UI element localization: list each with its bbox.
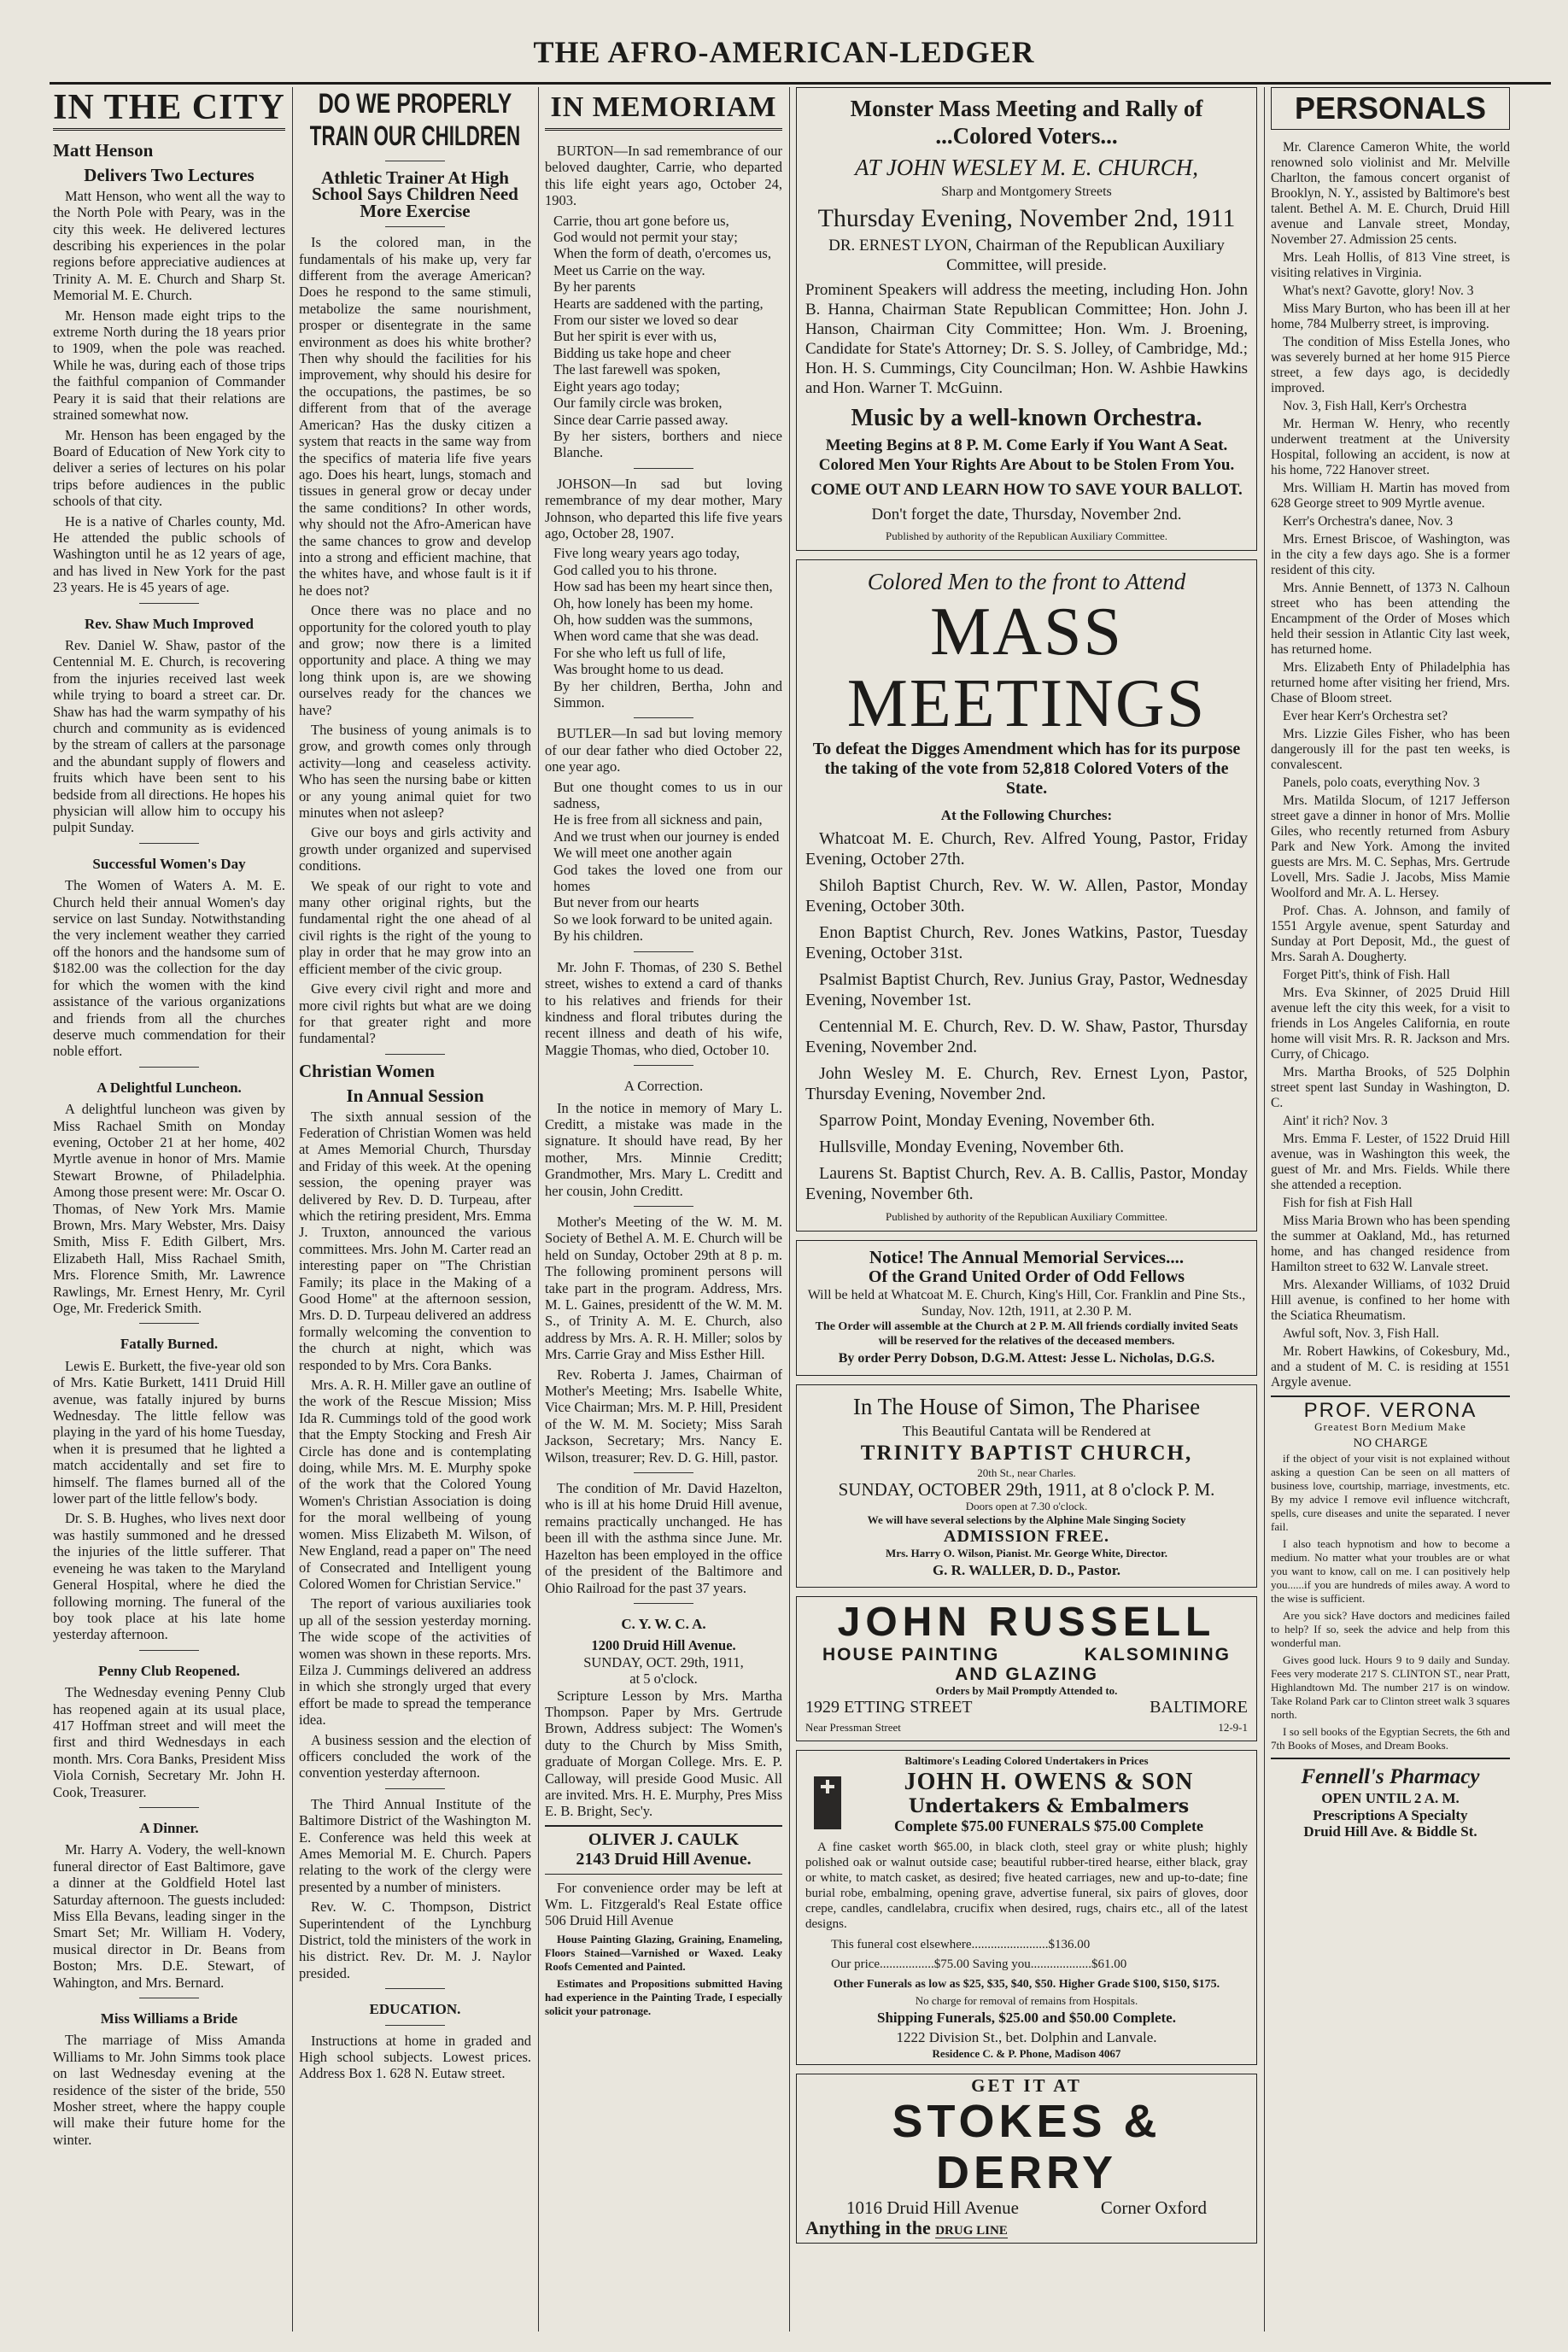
article-paragraph: A business session and the election of officers concluded the work of the convention yesterday afternoon. xyxy=(299,1731,531,1782)
article-title: Miss Williams a Bride xyxy=(100,2010,238,2027)
poem-line: Since dear Carrie passed away. xyxy=(553,411,728,428)
masthead: THE AFRO-AMERICAN-LEDGER xyxy=(533,35,1035,69)
personal-item: Mr. Herman W. Henry, who recently underwent treatment at the University Hospital, following an accident, is now at his home, 722 Hanover street. xyxy=(1271,417,1510,477)
separator xyxy=(139,1650,199,1651)
poem-line: Bidding us take hope and cheer xyxy=(553,344,731,361)
ad-shipping: Shipping Funerals, $25.00 and $50.00 Complete. xyxy=(877,2010,1176,2026)
poem-line: God would not permit your stay; xyxy=(553,229,738,246)
section-heading: IN THE CITY xyxy=(53,87,285,131)
personal-item: Nov. 3, Fish Hall, Kerr's Orchestra xyxy=(1283,399,1467,413)
personals-list xyxy=(1271,140,1510,1390)
column-personals xyxy=(1271,87,1510,2335)
personal-item: Mrs. Eva Skinner, of 2025 Druid Hill avenue left the city this week, for a visit to friends in Los Angeles California, en route home will visit Mrs. R. R. Jackson and Mrs. Curry, of Chicago. xyxy=(1271,986,1510,1062)
article-subtitle: Delivers Two Lectures xyxy=(84,165,255,186)
ad-trade: Undertakers & Embalmers xyxy=(908,1795,1190,1817)
owens-ad xyxy=(796,1750,1257,2065)
poem-line: But her spirit is ever with us, xyxy=(553,328,717,345)
personal-item: Mrs. Martha Brooks, of 525 Dolphin street spent last Sunday in Washington, D. C. xyxy=(1271,1065,1510,1110)
fennell-specialty: Prescriptions A Specialty xyxy=(1313,1806,1468,1823)
article-title: A Delightful Luncheon. xyxy=(97,1079,242,1096)
poem-line: But one thought comes to us in our sadness, xyxy=(553,778,782,812)
separator xyxy=(385,226,445,227)
ad-chair: DR. ERNEST LYON, Chairman of the Republican Auxiliary Committee, will preside. xyxy=(828,237,1225,274)
notice-admission: ADMISSION FREE. xyxy=(944,1527,1109,1546)
stokes-ad xyxy=(796,2074,1257,2244)
poem-line: So we look forward to be united again. xyxy=(553,910,773,927)
ad-paragraph: I also teach hypnotism and how to become a medium. No matter what your troubles are or what you want to know, call on me. I can positively help you......if you are hundreds of miles away. A word to the wise is sufficient. xyxy=(1271,1537,1510,1606)
poem-line: We will meet one another again xyxy=(553,845,732,862)
ad-paragraph: House Painting Glazing, Graining, Enameling, Floors Stained—Varnished or Waxed. Leaky Roofs Cemented and Painted. xyxy=(545,1932,782,1973)
church-item: Enon Baptist Church, Rev. Jones Watkins, Pastor, Tuesday Evening, October 31st. xyxy=(805,923,1248,962)
mass-meeting-ad xyxy=(796,87,1257,551)
ad-nocharge: No charge for removal of remains from Hospitals. xyxy=(915,1994,1138,2007)
notice-church: TRINITY BAPTIST CHURCH, xyxy=(860,1442,1193,1465)
ad-address: 1222 Division St., bet. Dolphin and Lanvale. xyxy=(896,2029,1157,2045)
poem-line: By his children. xyxy=(553,927,643,945)
poem-line: And we trust when our journey is ended xyxy=(553,828,780,845)
cantata-notice xyxy=(796,1384,1257,1588)
personal-item: Kerr's Orchestra's danee, Nov. 3 xyxy=(1283,514,1454,529)
ad-name: JOHN RUSSELL xyxy=(837,1600,1216,1645)
notice-subtitle: This Beautiful Cantata will be Rendered at xyxy=(902,1423,1151,1439)
article-paragraph: Lewis E. Burkett, the five-year old son of Mrs. Katie Burkett, 1411 Druid Hill avenue, was fatally injured by burns Wednesday. The little fellow was playing in the yard of his home Tuesday, when it is presumed that he lighted a match accidentally and set fire to himself. The flames burned all of the lower part of the little fellow's body. xyxy=(53,1357,285,1507)
notice-doors: Doors open at 7.30 o'clock. xyxy=(965,1500,1088,1512)
article-title: EDUCATION. xyxy=(369,2001,461,2018)
ad-church: AT JOHN WESLEY M. E. CHURCH, xyxy=(854,155,1198,180)
ad-paragraph: Are you sick? Have doctors and medicines failed to help? If so, seek the advice and help from this wonderful man. xyxy=(1271,1609,1510,1650)
ad-title: Monster Mass Meeting and Rally of xyxy=(850,96,1203,121)
article-paragraph: The Third Annual Institute of the Baltimore District of the Washington M. E. Conference was held this week at Ames Memorial M. E. Church. Papers relating to the work of the clergy were presented by a number of ministers. xyxy=(299,1795,531,1895)
ad-paragraph: if the object of your visit is not explained without asking a question Can be seen on all matters of business love, courtship, marriage, investments, etc. By my advice I remove evil influence witchcraft, spells, cure diseases and unite the separated. I never fail. xyxy=(1271,1452,1510,1534)
church-item: John Wesley M. E. Church, Rev. Ernest Lyon, Pastor, Thursday Evening, November 2nd. xyxy=(805,1064,1248,1103)
ad-price-elsewhere: This funeral cost elsewhere........................$136.00 xyxy=(831,1938,1091,1951)
ad-trade: HOUSE PAINTING xyxy=(822,1645,1000,1665)
ad-purpose: To defeat the Digges Amendment which has for its purpose the taking of the vote from 52,818 Colored Voters of the State. xyxy=(812,740,1241,798)
personal-item: The condition of Miss Estella Jones, who was severely burned at her home 915 Pierce street, a few days ago, is decidedly improved. xyxy=(1271,335,1510,395)
memorial-paragraph: BUTLER—In sad but loving memory of our dear father who died October 22, one year ago. xyxy=(545,725,782,775)
russell-ad xyxy=(796,1596,1257,1741)
personal-item: Ever hear Kerr's Orchestra set? xyxy=(1283,709,1448,723)
personal-item: Awful soft, Nov. 3, Fish Hall. xyxy=(1283,1326,1440,1341)
ad-subtitle: ...Colored Voters... xyxy=(935,123,1118,149)
odd-fellows-notice xyxy=(796,1240,1257,1376)
ad-speakers: Prominent Speakers will address the meeting, including Hon. John B. Hanna, Chairman State Republican Committee; Hon. John J. Hanson, Chairman City Committee; Hon. Wm. J. Broening, Candidate for State's Attorney; Dr. S. S. Jolley, of Cambridge, Md.; Hon. H. S. Cummings, City Councilman; Hon. W. Ashbie Hawkins and Hon. Warner T. McGuinn. xyxy=(805,281,1248,397)
ad-music: Music by a well-known Orchestra. xyxy=(851,405,1202,431)
personal-item: Miss Mary Burton, who has been ill at her home, 784 Mulberry street, is improving. xyxy=(1271,301,1510,331)
personal-item: Panels, polo coats, everything Nov. 3 xyxy=(1283,775,1480,790)
poem-line: The last farewell was spoken, xyxy=(553,361,721,378)
poem-line: God takes the loved one from our homes xyxy=(553,861,782,895)
poem-line: Oh, how sudden was the summons, xyxy=(553,611,753,628)
personal-item: Mrs. Annie Bennett, of 1373 N. Calhoun street who has been attending the Encampment of the Order of Moses which held their session in Atlantic City last week, has returned home. xyxy=(1271,581,1510,657)
notice-address: 20th St., near Charles. xyxy=(977,1466,1076,1479)
church-item: Hullsville, Monday Evening, November 6th. xyxy=(819,1138,1125,1156)
poem-line: Was brought home to us dead. xyxy=(553,661,724,678)
poem-line: For she who left us full of life, xyxy=(553,644,726,661)
notice-signature: By order Perry Dobson, D.G.M. Attest: Jesse L. Nicholas, D.G.S. xyxy=(838,1351,1215,1366)
poem-line: Oh, how lonely has been my home. xyxy=(553,594,753,611)
column-rule xyxy=(538,87,539,2332)
ywca-title: C. Y. W. C. A. xyxy=(621,1615,706,1632)
article-title: Matt Henson xyxy=(53,140,154,161)
ad-low: Other Funerals as low as $25, $35, $40, $50. Higher Grade $100, $150, $175. xyxy=(833,1978,1220,1991)
section-heading-line1: DO WE PROPERLY xyxy=(318,88,512,119)
ad-orders: Orders by Mail Promptly Attended to. xyxy=(935,1684,1118,1697)
personal-item: Forget Pitt's, think of Fish. Hall xyxy=(1283,968,1450,982)
ad-streets: Sharp and Montgomery Streets xyxy=(941,184,1112,199)
article-paragraph: Scripture Lesson by Mrs. Martha Thompson. Paper by Mrs. Gertrude Brown, Address subject: The Women's duty to the Church by Miss Smith, graduate of Morgan College. Mrs. E. P. Calloway, will preside Good Music. All are invited. Mrs. H. E. Murphy, Pres Miss E. B. Bright, Sec'y. xyxy=(545,1687,782,1820)
article-paragraph: We speak of our right to vote and many other original rights, but the fundamental right the one ahead of al civil rights is the right of the young to play in order that he may grow into an efficient member of the civic group. xyxy=(299,877,531,977)
article-paragraph: The Women of Waters A. M. E. Church held their annual Women's day service on last Sunday. Notwithstanding the very inclement weather they carried off the honors and the handsome sum of $182.00 was the collection for the day for which the women with the kind assistance of the various organizations and friends from all the churches deserve much commendation for their noble effort. xyxy=(53,877,285,1060)
notice-title: Notice! The Annual Memorial Services.... xyxy=(869,1247,1185,1267)
article-paragraph: Give our boys and girls activity and growth under organized and supervised conditions. xyxy=(299,824,531,875)
separator xyxy=(385,1788,445,1789)
ad-date: Thursday Evening, November 2nd, 1911 xyxy=(817,204,1236,232)
article-paragraph: Mrs. A. R. H. Miller gave an outline of the work of the Rescue Mission; Miss Ida R. Cummings told of the good work that the Empty Stocking and Fresh Air Circle has done and is contemplating doing, while Mrs. M. E. Murphy spoke of the work that the Colored Young Women's Christian Association is doing for the moral wellbeing of young women. Miss Elizabeth M. Wilson, of New England, read a paper on" The need of Consecrated and Intelligent young Colored Women for Christian Service." xyxy=(299,1377,531,1592)
caulk-address: 2143 Druid Hill Avenue. xyxy=(576,1850,752,1869)
notice-selections: We will have several selections by the Alphine Male Singing Society xyxy=(867,1513,1186,1526)
article-paragraph: He is a native of Charles county, Md. He attended the public schools of Washington until he as 12 years of age, and has lived in New York for the past 23 years. He is 45 years of age. xyxy=(53,512,285,596)
memorial-paragraph: JOHSON—In sad but loving remembrance of my dear mother, Mary Johnson, who departed this life five years ago, October 28, 1907. xyxy=(545,475,782,541)
article-paragraph: The Wednesday evening Penny Club has reopened again at its usual place, 417 Hoffman street and will meet the first and third Wednesdays in each month. Mrs. Cora Banks, President Miss Viola Cornish, Secretary Mr. John H. Cook, Treasurer. xyxy=(53,1684,285,1800)
article-paragraph: Rev. W. C. Thompson, District Superintendent of the Lynchburg District, told the ministers of the work in his district. Rev. Dr. M. J. Naylor presided. xyxy=(299,1899,531,1981)
church-item: Shiloh Baptist Church, Rev. W. W. Allen, Pastor, Monday Evening, October 30th. xyxy=(805,876,1248,916)
personal-item: Miss Maria Brown who has been spending the summer at Oakland, Md., has returned home, and has changed residence from Hamilton street to 632 W. Lanvale street. xyxy=(1271,1214,1510,1274)
church-item: Sparrow Point, Monday Evening, November 6th. xyxy=(819,1111,1156,1130)
separator xyxy=(139,1067,199,1068)
personal-item: Aint' it rich? Nov. 3 xyxy=(1283,1114,1388,1128)
article-paragraph: The condition of Mr. David Hazelton, who is ill at his home Druid Hill avenue, remains practically unchanged. He has been ill with the asthma since June. Mr. Hazelton has been employed in the office of the president of the Baltimore and Ohio Railroad for the past 37 years. xyxy=(545,1480,782,1596)
poem-line: But never from our hearts xyxy=(553,894,699,911)
ad-residence: Residence C. & P. Phone, Madison 4067 xyxy=(932,2047,1121,2060)
article-title: A Dinner. xyxy=(139,1819,199,1836)
separator xyxy=(139,603,199,604)
personal-item: Mr. Clarence Cameron White, the world renowned solo violinist and Mr. Melville Charlton, the famous concert organist of Brooklyn, N. Y., assisted by Baltimore's best talent. Bethel A. M. E. Church, Druid Hill avenue and Lanvale street, Monday, November 27. Admission 25 cents. xyxy=(1271,140,1510,247)
personal-item: Mrs. William H. Martin has moved from 628 George street to 909 Myrtle avenue. xyxy=(1271,481,1510,511)
article-paragraph: The report of various auxiliaries took up all of the session yesterday morning. The wide scope of the activities of women was shown in these reports. Mrs. Eilza J. Cummings delivered an address in which she strongly urged that every effort be made to spread the temperance idea. xyxy=(299,1595,531,1729)
notice-cast: Mrs. Harry O. Wilson, Pianist. Mr. George White, Director. xyxy=(886,1547,1167,1559)
ad-funerals: Complete $75.00 FUNERALS $75.00 Complete xyxy=(894,1817,1203,1834)
ad-trade: AND GLAZING xyxy=(955,1665,1098,1684)
article-subtitle: Athletic Trainer At High School Says Children Need More Exercise xyxy=(312,167,518,221)
poem-line: When the form of death, o'ercomes us, xyxy=(553,245,771,262)
ad-paragraph: Gives good luck. Hours 9 to 9 daily and Sunday. Fees very moderate 217 S. CLINTON ST., near Pratt, Highlandtown Md. The number 217 is on window. Take Roland Park car to Clinton street walk 3 squares north. xyxy=(1271,1653,1510,1722)
separator xyxy=(634,717,693,718)
personal-item: Fish for fish at Fish Hall xyxy=(1283,1196,1413,1210)
article-title: A Correction. xyxy=(623,1078,704,1095)
ad-address: 1929 ETTING STREET xyxy=(805,1698,973,1717)
coffin-icon xyxy=(805,1773,850,1831)
article-title: Successful Women's Day xyxy=(92,855,246,872)
section-heading-box xyxy=(1271,87,1510,130)
personal-item: Mrs. Lizzie Giles Fisher, who has been dangerously ill for the past ten weeks, is convalescent. xyxy=(1271,727,1510,772)
article-paragraph: Dr. S. B. Hughes, who lives next door was hastily summoned and he dressed the injuries of the little sufferer. That eveneing he was taken to the Maryland General Hospital, where he died the following morning. The funeral of the boy took place at his late home yesterday afternoon. xyxy=(53,1510,285,1643)
column-advertisements xyxy=(796,87,1257,2335)
verona-nocharge: NO CHARGE xyxy=(1353,1436,1428,1450)
separator xyxy=(634,1206,693,1207)
ad-corner: Corner Oxford xyxy=(1100,2197,1208,2218)
personal-item: Mrs. Alexander Williams, of 1032 Druid Hill avenue, is confined to her home with the Sciatica Rheumatism. xyxy=(1271,1278,1510,1323)
separator xyxy=(634,1472,693,1473)
separator xyxy=(385,1054,445,1055)
notice-pastor: G. R. WALLER, D. D., Pastor. xyxy=(932,1562,1121,1578)
ad-paragraph: Estimates and Propositions submitted Having had experience in the Painting Trade, I especially solicit your patronage. xyxy=(545,1976,782,2017)
separator xyxy=(634,1065,693,1066)
ad-tagline: Anything in the xyxy=(805,2217,931,2238)
article-paragraph: The marriage of Miss Amanda Williams to Mr. John Simms took place on last Wednesday evening at the residence of the sister of the bride, 550 Mosher street, where the happy couple will make their future home for the winter. xyxy=(53,2032,285,2148)
separator xyxy=(139,1323,199,1324)
ad-come: COME OUT AND LEARN HOW TO SAVE YOUR BALLOT. xyxy=(810,481,1243,499)
poem-line: Carrie, thou art gone before us, xyxy=(553,212,729,229)
separator xyxy=(385,2025,445,2026)
article-title: Fatally Burned. xyxy=(120,1336,219,1353)
poem-line: How sad has been my heart since then, xyxy=(553,578,773,595)
article-paragraph: Mr. Henson has been engaged by the Board of Education of New York city to deliver a series of lectures on his polar trips before audiences in the public schools of that city. xyxy=(53,426,285,510)
ad-getit: GET IT AT xyxy=(971,2075,1082,2096)
article-title: Penny Club Reopened. xyxy=(98,1662,240,1679)
ywca-address: 1200 Druid Hill Avenue. xyxy=(591,1637,736,1654)
column-rule xyxy=(1264,87,1265,2332)
poem-line: From our sister we loved so dear xyxy=(553,312,739,329)
ad-publisher: Published by authority of the Republican Auxiliary Committee. xyxy=(885,529,1167,542)
personal-item: Mrs. Leah Hollis, of 813 Vine street, is visiting relatives in Virginia. xyxy=(1271,250,1510,280)
personal-item: Mrs. Elizabeth Enty of Philadelphia has returned home after visiting her friend, Mrs. Chase of Bloom street. xyxy=(1271,660,1510,705)
poem-line: Hearts are saddened with the parting, xyxy=(553,295,764,312)
column-children xyxy=(299,87,531,2335)
ywca-date: SUNDAY, OCT. 29th, 1911, xyxy=(583,1653,744,1670)
mass-meetings-ad xyxy=(796,559,1257,1232)
ad-paragraph: A fine casket worth $65.00, in black cloth, steel gray or white plush; highly polished oak or walnut outside case; beautiful rubber-tired hearse, either black, gray or white, to match casket, as desired; five heated carriages, new and up-to-date; fine burial robe, embalming, opening grave, advertise funeral, six pairs of gloves, door crepe, candles, candlelabra, crucifix when desired, rugs, chairs etc., all of the latest designs. xyxy=(805,1840,1248,1931)
poem-line: Our family circle was broken, xyxy=(553,395,723,412)
masthead-rule xyxy=(50,82,1551,85)
fennell-open: OPEN UNTIL 2 A. M. xyxy=(1321,1790,1460,1807)
personal-item: Mrs. Ernest Briscoe, of Washington, was in the city a few days ago. She is a former resident of this city. xyxy=(1271,532,1510,577)
church-item: Laurens St. Baptist Church, Rev. A. B. Callis, Pastor, Monday Evening, November 6th. xyxy=(805,1164,1248,1203)
memorial-paragraph: BURTON—In sad remembrance of our beloved daughter, Carrie, who departed this life eight years ago, October 24, 1903. xyxy=(545,143,782,209)
article-paragraph: Matt Henson, who went all the way to the North Pole with Peary, was in the city this week. He delivered lectures describing his experiences in the polar regions before appreciative audiences at Trinity A. M. E. Church and Sharp St. Memorial M. E. Church. xyxy=(53,187,285,304)
personal-item: Mrs. Matilda Slocum, of 1217 Jefferson street gave a dinner in honor of Mrs. Mollie Giles, who recently returned from Asbury Park and New York. Among the invited guests are Mrs. M. C. Sephas, Mrs. Gertrude Lovell, Mrs. Sadie J. Jacobs, Miss Mamie Woolford and Mr. A. L. Hersey. xyxy=(1271,793,1510,900)
poem-line: Five long weary years ago today, xyxy=(553,545,740,562)
church-item: Whatcoat M. E. Church, Rev. Alfred Young, Pastor, Friday Evening, October 27th. xyxy=(805,829,1248,869)
personal-item: Mrs. Emma F. Lester, of 1522 Druid Hill avenue, was in Washington this week, the guest of Mr. and Mrs. Fields. While there she attended a reception. xyxy=(1271,1132,1510,1192)
article-paragraph: In the notice in memory of Mary L. Creditt, a mistake was made in the signature. It should have read, By her mother, Mrs. Minnie Creditt; Grandmother, Mrs. Mary L. Creditt and her cousin, John Creditt. xyxy=(545,1099,782,1199)
ad-near: Near Pressman Street xyxy=(805,1721,901,1734)
section-heading: PERSONALS xyxy=(1294,91,1487,126)
article-paragraph: Instructions at home in graded and High school subjects. Lowest prices. Address Box 1. 628 N. Eutaw street. xyxy=(299,2032,531,2082)
separator xyxy=(139,843,199,844)
article-paragraph: The business of young animals is to grow, and growth comes only through activity—long and ceaseless activity. Who has seen the nursing babe or kitten or any young animal quiet for two minutes when not asleep? xyxy=(299,722,531,822)
personal-item: Mr. Robert Hawkins, of Cokesbury, Md., and a student of M. C. is residing at 1551 Argyle avenue. xyxy=(1271,1344,1510,1390)
article-paragraph: Is the colored man, in the fundamentals of his make up, very far different from the average American? Does he respond to the same stimuli, metabolize the same nourishment, prosper or disentegrate in the same environment as does his white brother? Then why should the facilities for his improvement, why should his desire for the occupations, the pastimes, be so different from that of the average American? Has the dusky citizen a system that reacts in the same way from the specifics of materia life five years ago. Does his heart, lungs, stomach and tissues in general grow or decay under the same conditions? In other words, why should not the Afro-American have the same chances to grow and develop into a strong and efficient machine, that the whites have, and whose fault is it if he does not? xyxy=(299,234,531,599)
poem-line: By her sisters, borthers and niece Blanche. xyxy=(553,427,782,461)
ad-code: 12-9-1 xyxy=(1218,1721,1248,1734)
notice-subtitle: Of the Grand United Order of Odd Fellows xyxy=(868,1267,1185,1286)
church-item: Psalmist Baptist Church, Rev. Junius Gray, Pastor, Wednesday Evening, November 1st. xyxy=(805,970,1248,1009)
ad-address: 1016 Druid Hill Avenue xyxy=(845,2197,1019,2218)
separator xyxy=(385,1988,445,1989)
ad-paragraph: I so sell books of the Egyptian Secrets, the 6th and 7th Books of Moses, and Dream Books. xyxy=(1271,1725,1510,1752)
caulk-name: OLIVER J. CAULK xyxy=(588,1829,740,1849)
ywca-time: at 5 o'clock. xyxy=(629,1670,698,1688)
poem-line: He is free from all sickness and pain, xyxy=(553,811,763,828)
ad-trade: KALSOMINING xyxy=(1084,1645,1231,1665)
article-paragraph: A delightful luncheon was given by Miss Rachael Smith on Monday evening, October 21 at her home, 402 Myrtle avenue in honor of Mrs. Mamie Stewart Browne, of Philadelphia. Among those present were: Mr. Oscar O. Thomas, of New York Mrs. Mamie Brown, Mrs. Mary Webster, Mrs. Daisy Smith, Miss F. Edith Gilbert, Mrs. Elizabeth Hall, Miss Rachael Smith, Mrs. Florence Smith, Mr. Lawrence Rawlings, Mr. Ernest Henry, Mr. Cyril Oge, Mr. Frederick Smith. xyxy=(53,1101,285,1316)
notice-paragraph: The Order will assemble at the Church at 2 P. M. All friends cordially invited Seats will be reserved for the relatives of the deceased members. xyxy=(815,1320,1238,1348)
ad-subheading: At the Following Churches: xyxy=(940,807,1113,823)
poem-line: By her parents xyxy=(553,278,636,295)
ad-begins: Meeting Begins at 8 P. M. Come Early if You Want A Seat. Colored Men Your Rights Are About to be Stolen From You. xyxy=(818,436,1235,474)
memorial-poem xyxy=(545,545,782,711)
article-paragraph: Rev. Roberta J. James, Chairman of Mother's Meeting; Mrs. Isabelle White, Vice Chairman; Mrs. M. P. Hill, President of the W. M. M. Society; Miss Sarah Jackson, Secretary; Mrs. Nancy E. Wilson, treasurer; Rev. D. G. Hill, pastor. xyxy=(545,1366,782,1466)
ad-paragraph: For convenience order may be left at Wm. L. Fitzgerald's Real Estate office 506 Druid Hill Avenue xyxy=(545,1879,782,1929)
fennell-address: Druid Hill Ave. & Biddle St. xyxy=(1303,1823,1477,1840)
poem-line: Eight years ago today; xyxy=(553,377,681,395)
article-paragraph: Mr. Harry A. Vodery, the well-known funeral director of East Baltimore, gave a dinner at the Goldfield Hotel last Saturday afternoon. The guests included: Miss Ella Bevans, leading singer in the Smart Set; Mr. William H. Vodery, musical director in Dr. Beans from Boston; Mrs. D.E. Stewart, of Wahington, and Mrs. Bernard. xyxy=(53,1841,285,1991)
article-paragraph: Give every civil right and more and more civil rights but what are we doing for that greater right and more fundamental? xyxy=(299,980,531,1047)
notice-title: In The House of Simon, The Pharisee xyxy=(852,1394,1201,1419)
column-rule xyxy=(292,87,293,2332)
ad-top: Baltimore's Leading Colored Undertakers in Prices xyxy=(904,1754,1149,1767)
memorial-poem xyxy=(545,779,782,945)
ad-forget: Don't forget the date, Thursday, November 2nd. xyxy=(871,506,1182,524)
personal-item: Prof. Chas. A. Johnson, and family of 1551 Argyle avenue, spent Saturday and Sunday at Port Deposit, Md., the guest of Mrs. Sarah A. Dougherty. xyxy=(1271,904,1510,964)
personal-item: What's next? Gavotte, glory! Nov. 3 xyxy=(1283,284,1474,298)
verona-name: PROF. VERONA xyxy=(1303,1399,1477,1422)
church-item: Centennial M. E. Church, Rev. D. W. Shaw, Pastor, Thursday Evening, November 2nd. xyxy=(805,1017,1248,1056)
notice-date: SUNDAY, OCTOBER 29th, 1911, at 8 o'clock P. M. xyxy=(838,1479,1215,1500)
poem-line: When word came that she was dead. xyxy=(553,628,759,645)
article-paragraph: Mr. John F. Thomas, of 230 S. Bethel street, wishes to extend a card of thanks to his relatives and friends for their kindness and floral tributes during the recent illness and death of his wife, Maggie Thomas, who died, October 10. xyxy=(545,958,782,1058)
article-paragraph: Mr. Henson made eight trips to the extreme North during the 18 years prior to 1909, when the pole was reached. While he was, during each of those trips the faithful companion of Commander Peary it is said that their relations are strained somewhat now. xyxy=(53,307,285,424)
poem-line: God called you to his throne. xyxy=(553,561,717,578)
article-title: Christian Women xyxy=(299,1060,435,1081)
poem-line: Meet us Carrie on the way. xyxy=(553,261,705,278)
article-paragraph: The sixth annual session of the Federation of Christian Women was held at Ames Memorial Church, Thursday and Friday of this week. At the opening session, the opening prayer was delivered by Rev. D. D. Turpeau, after which the retiring president, Mrs. Emma J. Truxton, announced the various committees. Mrs. John M. Carter read an interesting paper on "The Christian Family; its place in the Making of a Good Home" at the afternoon session, Mrs. D. D. Turpeau delivered an address formally welcoming the convention to the church at night, which was responded to by Mrs. Cora Banks. xyxy=(299,1108,531,1373)
ad-price-ours: Our price.................$75.00 Saving you...................$61.00 xyxy=(831,1957,1127,1971)
separator xyxy=(634,1603,693,1604)
article-paragraph: Rev. Daniel W. Shaw, pastor of the Centennial M. E. Church, is recovering from the injuries received last week while trying to board a street car. Dr. Shaw has had the warm sympathy of his church and community as is evidenced by the stream of callers at the parsonage and the abundant supply of flowers and fruits which have been sent to his bedside from all directions. He hopes his physician will allow him to occupy his pulpit Sunday. xyxy=(53,636,285,836)
poem-line: By her children, Bertha, John and Simmon. xyxy=(553,677,782,711)
separator xyxy=(634,951,693,952)
verona-subtitle: Greatest Born Medium Make xyxy=(1314,1420,1466,1434)
article-paragraph: Once there was no place and no opportunity for the colored youth to play and grow; now there is a limited opportunity and place. A thing we may long think upon is, are we showing ourselves ready for the chances we have? xyxy=(299,602,531,718)
column-in-the-city xyxy=(53,87,285,2335)
notice-paragraph: Will be held at Whatcoat M. E. Church, King's Hill, Cor. Franklin and Pine Sts., Sunday, Nov. 12th, 1911, at 2.30 P. M. xyxy=(807,1288,1246,1319)
separator xyxy=(139,1807,199,1808)
ad-publisher: Published by authority of the Republican Auxiliary Committee. xyxy=(885,1210,1167,1223)
article-subtitle: In Annual Session xyxy=(346,1085,484,1107)
article-paragraph: Mother's Meeting of the W. M. M. Society of Bethel A. M. E. Church will be held on Sunday, October 29th at 8 p. m. The following prominent persons will take part in the program. Address, Mrs. M. L. Gaines, presidentt of the W. M. M. S., of Trinity A. M. E. Church, also address by Mrs. A. R. H. Miller; solos by Mrs. Carrie Gray and Miss Esther Hill. xyxy=(545,1213,782,1363)
section-heading-line2: TRAIN OUR CHILDREN xyxy=(309,120,521,151)
ad-name: JOHN H. OWENS & SON xyxy=(904,1769,1194,1795)
separator xyxy=(634,468,693,469)
memorial-poem xyxy=(545,213,782,461)
ad-headline: MASS MEETINGS xyxy=(846,594,1207,741)
article-title: Rev. Shaw Much Improved xyxy=(84,615,255,632)
ad-city: BALTIMORE xyxy=(1150,1698,1248,1717)
ad-name: STOKES & DERRY xyxy=(892,2096,1161,2198)
column-in-memoriam xyxy=(545,87,782,2335)
fennell-name: Fennell's Pharmacy xyxy=(1301,1765,1480,1789)
section-heading: IN MEMORIAM xyxy=(545,87,782,131)
church-list xyxy=(805,828,1248,1204)
ad-tagline-emphasis: DRUG LINE xyxy=(935,2224,1008,2238)
ad-title: Colored Men to the front to Attend xyxy=(867,569,1186,594)
column-rule xyxy=(789,87,790,2332)
